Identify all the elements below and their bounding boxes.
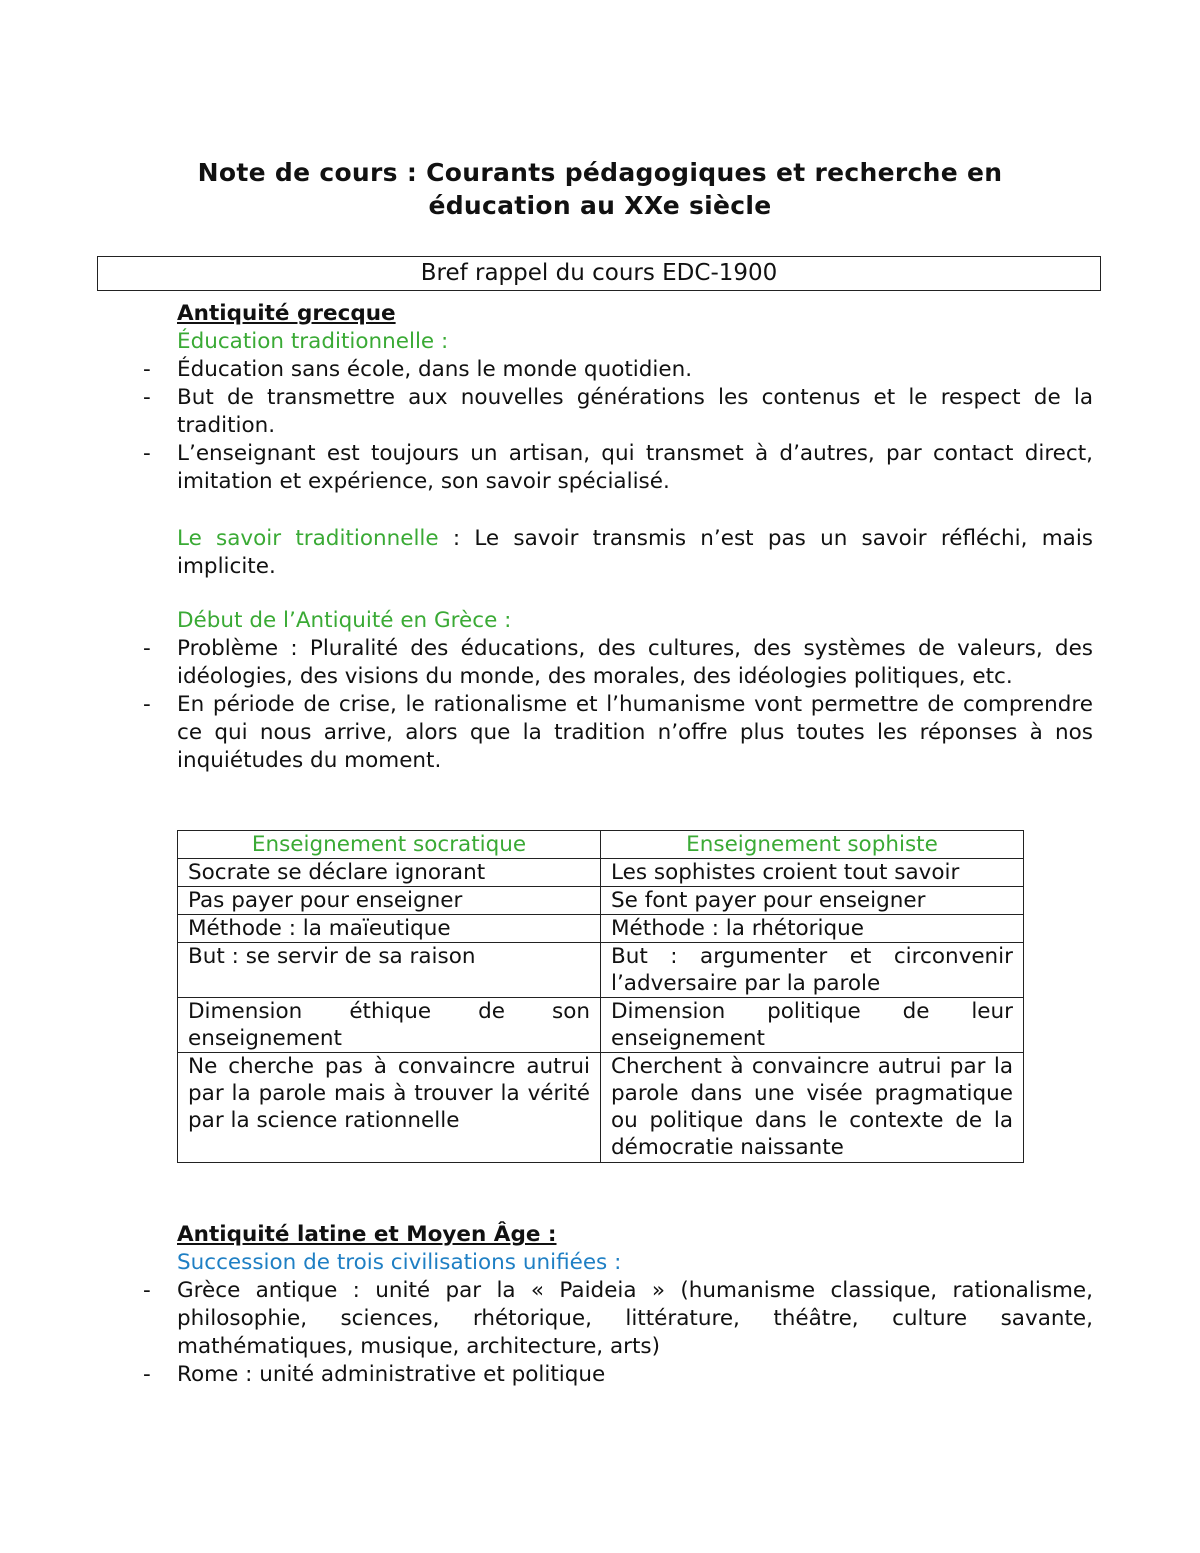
list-item: - Éducation sans école, dans le monde quotidien. — [177, 356, 1093, 384]
page-title — [0, 156, 1200, 222]
table-cell: But : argumenter et circonvenir l’adversaire par la parole — [601, 943, 1024, 998]
header-sophiste: Enseignement sophiste — [601, 831, 1024, 859]
list-item: - Rome : unité administrative et politique — [177, 1361, 1093, 1389]
table-row — [178, 998, 1024, 1053]
table-cell: Méthode : la maïeutique — [178, 915, 601, 943]
list-item: - Grèce antique : unité par la « Paideia » (humanisme classique, rationalisme, philosophie, sciences, rhétorique, littérature, théâtre, culture savante, mathématiques, musique, architecture, arts) — [177, 1277, 1093, 1361]
bullet-list — [177, 1277, 1093, 1389]
list-item: - But de transmettre aux nouvelles générations les contenus et le respect de la tradition. — [177, 384, 1093, 440]
section-antiquite-latine — [177, 1221, 1093, 1389]
savoir-text: : Le savoir transmis n’est pas un savoir réfléchi, mais implicite. — [177, 526, 1093, 579]
comparison-table — [177, 830, 1024, 1163]
section-heading: Antiquité latine et Moyen Âge : — [177, 1222, 557, 1247]
paragraph-savoir-traditionnel — [177, 525, 1093, 581]
section-heading: Antiquité grecque — [177, 301, 396, 326]
table-cell: Dimension éthique de son enseignement — [178, 998, 601, 1053]
table-cell: But : se servir de sa raison — [178, 943, 601, 998]
table-cell: Les sophistes croient tout savoir — [601, 859, 1024, 887]
table-row — [178, 887, 1024, 915]
recap-box-heading: Bref rappel du cours EDC-1900 — [97, 256, 1101, 291]
bullet-list — [177, 356, 1093, 496]
list-item: - Problème : Pluralité des éducations, des cultures, des systèmes de valeurs, des idéologies, des visions du monde, des morales, des idéologies politiques, etc. — [177, 635, 1093, 691]
table-row — [178, 1053, 1024, 1163]
header-socratique: Enseignement socratique — [178, 831, 601, 859]
table-cell: Dimension politique de leur enseignement — [601, 998, 1024, 1053]
table-row — [178, 859, 1024, 887]
page-title-line-1: Note de cours : Courants pédagogiques et recherche en — [197, 158, 1003, 187]
table-cell: Méthode : la rhétorique — [601, 915, 1024, 943]
section-debut-antiquite — [177, 607, 1093, 775]
section-antiquite-grecque — [177, 300, 1093, 496]
table-cell: Cherchent à convaincre autrui par la parole dans une visée pragmatique ou politique dans le contexte de la démocratie naissante — [601, 1053, 1024, 1163]
bullet-list — [177, 635, 1093, 775]
savoir-label: Le savoir traditionnelle — [177, 526, 439, 551]
list-item: - En période de crise, le rationalisme et l’humanisme vont permettre de comprendre ce qui nous arrive, alors que la tradition n’offre plus toutes les réponses à nos inquiétudes du moment. — [177, 691, 1093, 775]
subheading-education-traditionnelle: Éducation traditionnelle : — [177, 329, 449, 354]
subheading-debut-antiquite: Début de l’Antiquité en Grèce : — [177, 608, 512, 633]
table-cell: Socrate se déclare ignorant — [178, 859, 601, 887]
table-cell: Se font payer pour enseigner — [601, 887, 1024, 915]
table-cell: Ne cherche pas à convaincre autrui par la parole mais à trouver la vérité par la science rationnelle — [178, 1053, 601, 1163]
list-item: - L’enseignant est toujours un artisan, qui transmet à d’autres, par contact direct, imitation et expérience, son savoir spécialisé. — [177, 440, 1093, 496]
subheading-civilisations: Succession de trois civilisations unifiées : — [177, 1250, 622, 1275]
table-row — [178, 943, 1024, 998]
table-header-row — [178, 831, 1024, 859]
page-title-line-2: éducation au XXe siècle — [428, 191, 772, 220]
table-cell: Pas payer pour enseigner — [178, 887, 601, 915]
table-row — [178, 915, 1024, 943]
